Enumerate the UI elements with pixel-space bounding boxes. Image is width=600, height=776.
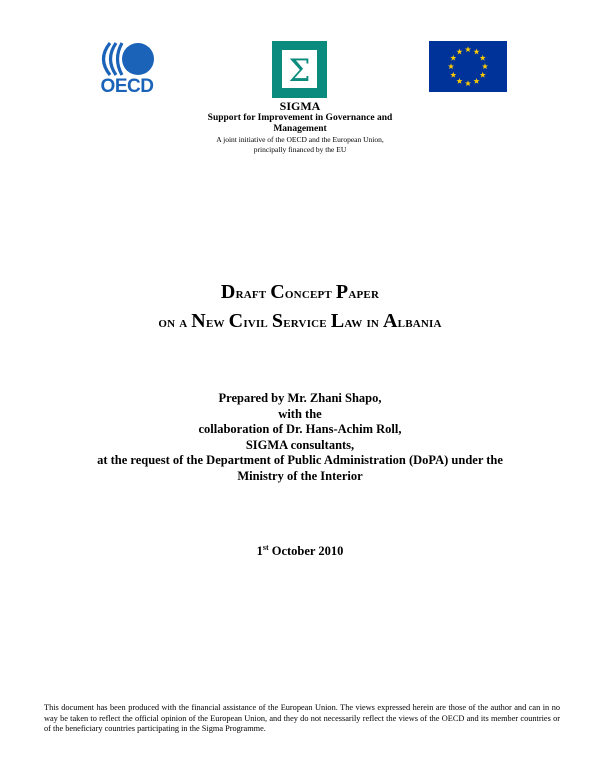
prepared-line-5: at the request of the Department of Public Administration (DoPA) under the [97,453,503,467]
title-line-1: Draft Concept Paper [220,281,380,303]
title-line-2: on a New Civil Service Law in Albania [158,310,442,332]
eu-disclaimer: This document has been produced with the financial assistance of the European Union. The views expressed herein are those of the author and can in no way be taken to reflect the official opinion of the European Union, and they do not necessarily reflect the views of the OECD and its member countries or of the beneficiary countries participating in the Sigma Programme. [44,703,560,733]
sigma-caption [190,100,410,155]
prepared-line-1: Prepared by Mr. Zhani Shapo, [218,391,382,405]
prepared-line-4: SIGMA consultants, [245,437,355,452]
sigma-tagline: Support for Improvement in Governance and Management [207,113,393,134]
authors-block [0,391,600,484]
oecd-arcs-icon [96,40,158,78]
sigma-note-line2: principally financed by the EU [253,145,347,154]
sigma-symbol-icon: Σ [288,53,311,89]
prepared-line-3: collaboration of Dr. Hans-Achim Roll, [198,422,402,436]
oecd-logo-text: OECD [100,76,154,97]
document-title [0,279,600,337]
prepared-line-6: Ministry of the Interior [237,468,363,483]
sigma-name: SIGMA [279,99,321,113]
date-day: 1 [256,544,263,558]
document-date [0,544,600,559]
prepared-line-2: with the [278,406,322,421]
sigma-logo [272,41,327,98]
sigma-note-line1: A joint initiative of the OECD and the European Union, [216,135,384,144]
date-rest: October 2010 [268,544,344,558]
date-suffix: st [262,543,269,552]
oecd-logo [96,40,158,98]
eu-flag [429,41,507,92]
